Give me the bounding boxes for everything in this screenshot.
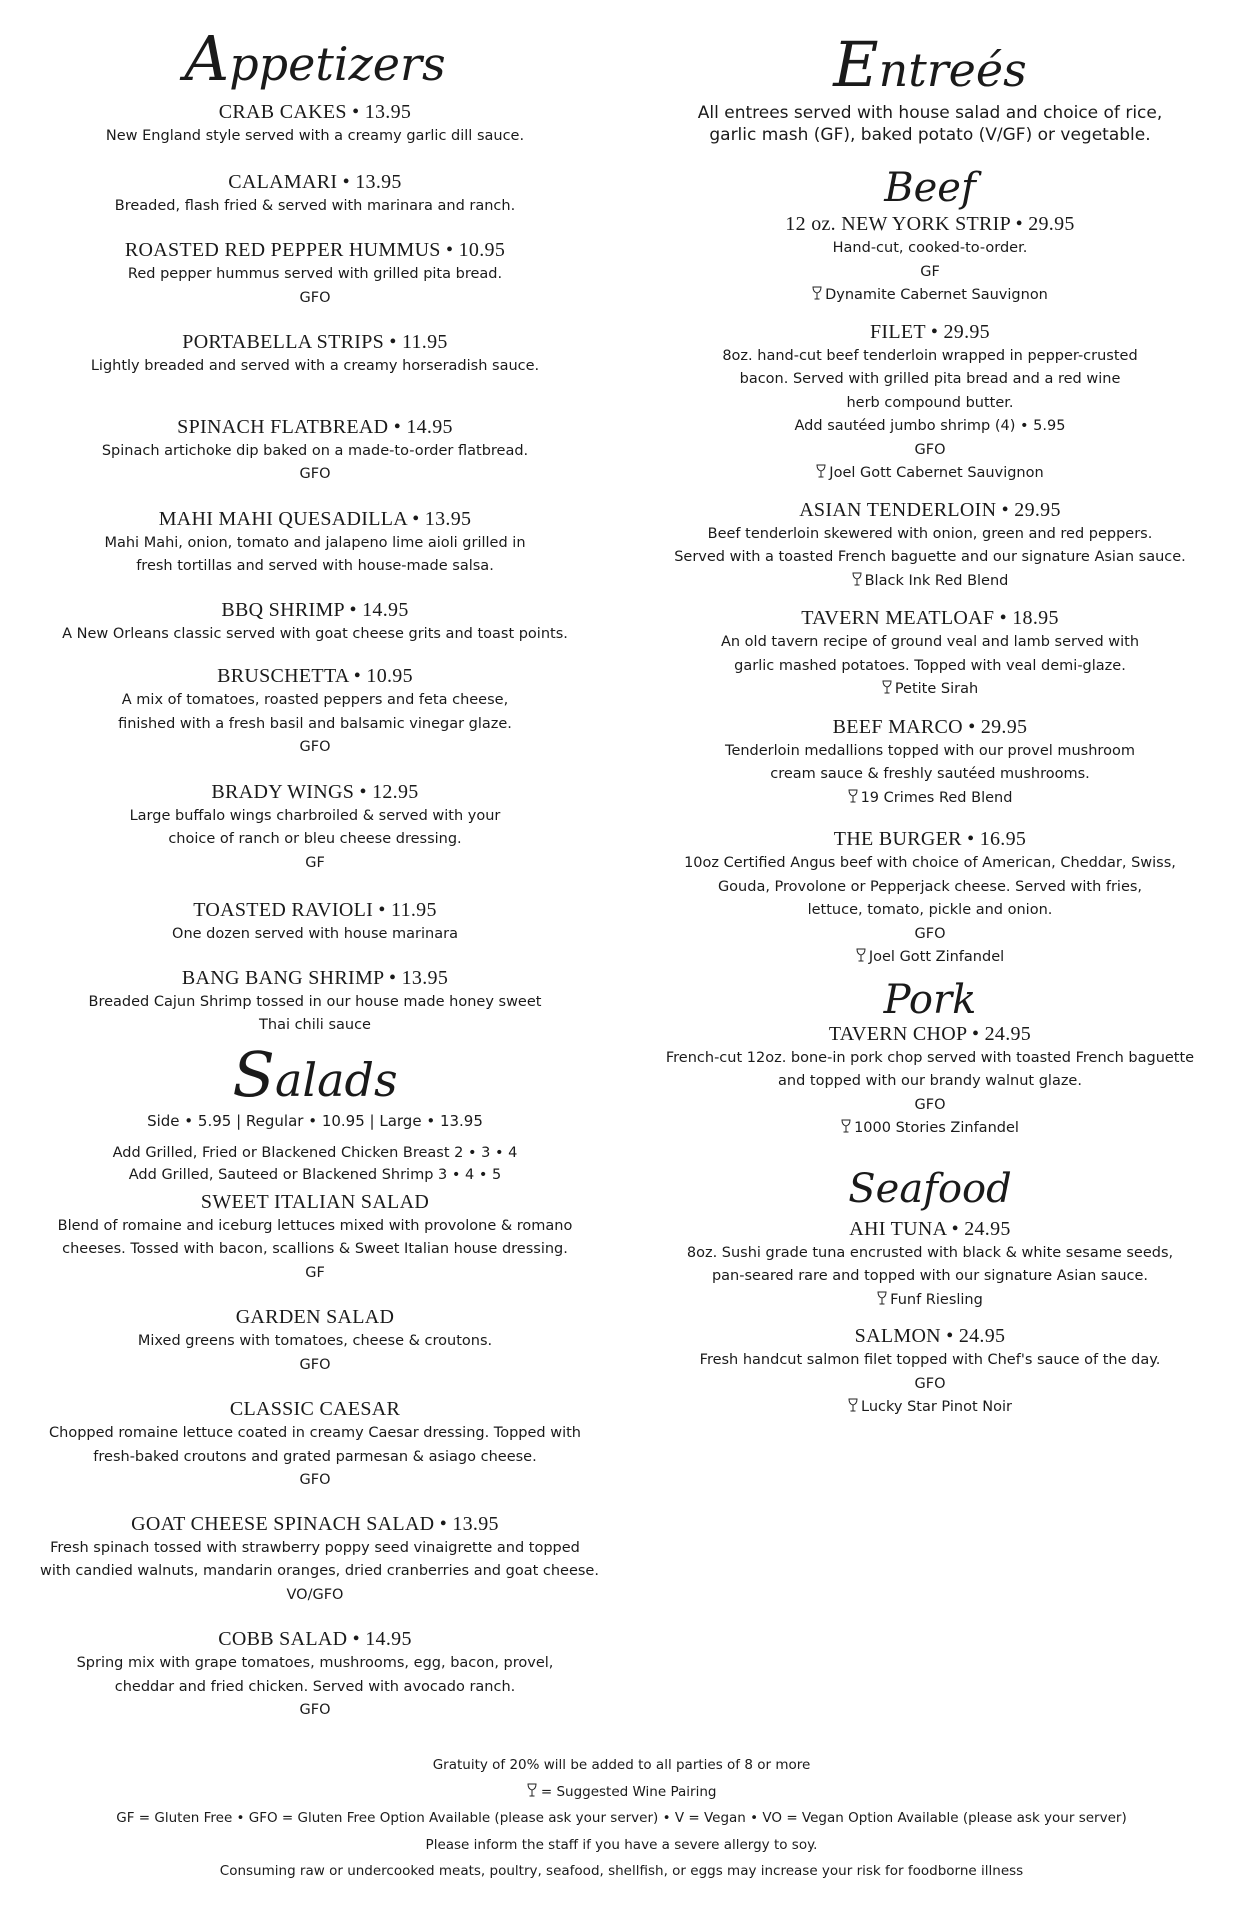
wine-pairing: 1000 Stories Zinfandel: [660, 1117, 1200, 1141]
menu-item-name: FILET • 29.95: [870, 320, 990, 343]
menu-item: [660, 1324, 1200, 1420]
menu-item-description: Mixed greens with tomatoes, cheese & croutons.: [137, 1333, 493, 1350]
menu-item-description: An old tavern recipe of ground veal and lamb served with garlic mashed potatoes. Topped with veal demi-glaze.: [720, 634, 1140, 674]
dietary-tag: GFO: [299, 1702, 331, 1719]
menu-item-name: BBQ SHRIMP • 14.95: [221, 598, 409, 621]
menu-item-description: Blend of romaine and iceburg lettuces mixed with provolone & romano cheeses. Tossed with bacon, scallions & Sweet Italian house dressing.: [57, 1217, 573, 1258]
menu-item-description: One dozen served with house marinara: [172, 926, 458, 943]
dietary-tag: GF: [920, 263, 940, 280]
dietary-tag: VO/GFO: [286, 1586, 344, 1603]
menu-item-name: GARDEN SALAD: [235, 1306, 395, 1329]
menu-item-name: CLASSIC CAESAR: [229, 1398, 401, 1421]
menu-item: [660, 320, 1200, 486]
salad-add-chicken: Add Grilled, Fried or Blackened Chicken Breast 2 • 3 • 4: [112, 1144, 518, 1161]
menu-item-description: Fresh spinach tossed with strawberry poppy seed vinaigrette and topped with candied walnuts, mandarin oranges, dried cranberries and goat cheese.: [40, 1539, 599, 1580]
menu-item: [40, 100, 590, 149]
dietary-tag: GFO: [914, 441, 946, 458]
menu-item-name: CRAB CAKES • 13.95: [218, 101, 412, 124]
wine-glass-icon: [852, 574, 862, 589]
menu-item-name: BEEF MARCO • 29.95: [832, 715, 1028, 738]
menu-item: [660, 606, 1200, 702]
wine-pairing: 19 Crimes Red Blend: [660, 787, 1200, 811]
beef-title: Beef: [884, 165, 976, 212]
menu-item-description: Spinach artichoke dip baked on a made-to-order flatbread.: [101, 442, 529, 459]
right-column: [660, 0, 1200, 1420]
menu-item: [40, 330, 590, 379]
menu-item: [40, 1512, 599, 1608]
pork-title: Pork: [883, 976, 977, 1023]
menu-item-name: BRUSCHETTA • 10.95: [217, 665, 413, 688]
menu-item: [40, 1305, 590, 1377]
menu-item: [40, 415, 590, 487]
dietary-tag: GFO: [299, 289, 331, 306]
dietary-tag: GFO: [914, 1375, 946, 1392]
menu-item: [40, 966, 590, 1038]
menu-item-description: New England style served with a creamy garlic dill sauce.: [105, 128, 525, 145]
salads-title: Salads: [232, 1037, 398, 1111]
gratuity-note: Gratuity of 20% will be added to all parties of 8 or more: [432, 1757, 811, 1773]
dietary-tag: GFO: [299, 1472, 331, 1489]
menu-item-description: Large buffalo wings charbroiled & served with your choice of ranch or bleu cheese dressing.: [129, 807, 501, 848]
menu-item-name: AHI TUNA • 24.95: [849, 1217, 1011, 1240]
menu-item: [40, 898, 590, 947]
wine-glass-icon: [527, 1784, 541, 1800]
menu-item-description: Fresh handcut salmon filet topped with Chef's sauce of the day.: [699, 1352, 1161, 1369]
menu-item-name: ASIAN TENDERLOIN • 29.95: [799, 498, 1061, 521]
allergy-note: Please inform the staff if you have a severe allergy to soy.: [425, 1836, 818, 1853]
entrees-title: Entreés: [833, 28, 1027, 101]
menu-item-name: THE BURGER • 16.95: [833, 828, 1027, 851]
entrees-intro: All entrees served with house salad and choice of rice, garlic mash (GF), baked potato (V/GF) or vegetable.: [697, 103, 1163, 146]
menu-item-name: TAVERN CHOP • 24.95: [828, 1022, 1032, 1045]
food-safety-warning: Consuming raw or undercooked meats, poultry, seafood, shellfish, or eggs may increase your risk for foodborne illness: [219, 1863, 1024, 1879]
menu-item-description: 10oz Certified Angus beef with choice of American, Cheddar, Swiss, Gouda, Provolone or Pepperjack cheese. Served with fries, lettuce, tomato, pickle and onion.: [684, 855, 1176, 919]
menu-item-name: SPINACH FLATBREAD • 14.95: [177, 415, 453, 438]
menu-item-name: PORTABELLA STRIPS • 11.95: [182, 331, 448, 354]
menu-item: [40, 170, 590, 219]
dietary-tag: GF: [305, 854, 325, 871]
wine-glass-icon: [848, 791, 858, 806]
menu-item: [660, 212, 1200, 308]
wine-pairing: Funf Riesling: [660, 1289, 1200, 1313]
menu-item: [40, 780, 590, 876]
seafood-title: Seafood: [848, 1165, 1012, 1212]
menu-item-name: BRADY WINGS • 12.95: [211, 780, 419, 803]
appetizers-title: Appetizers: [184, 22, 446, 95]
menu-item-description: Red pepper hummus served with grilled pita bread.: [127, 266, 503, 283]
wine-pairing: Lucky Star Pinot Noir: [660, 1396, 1200, 1420]
menu-item: [40, 598, 590, 647]
menu-item: [40, 1190, 590, 1286]
menu-item-name: TAVERN MEATLOAF • 18.95: [801, 607, 1059, 630]
pork-list: [660, 1022, 1200, 1141]
menu-item: [40, 507, 590, 579]
menu-item-description: Spring mix with grape tomatoes, mushrooms, egg, bacon, provel, cheddar and fried chicken. Served with avocado ranch.: [76, 1655, 554, 1695]
menu-item-name: SALMON • 24.95: [854, 1325, 1006, 1348]
wine-glass-icon: [816, 466, 826, 481]
menu-item-description: Lightly breaded and served with a creamy horseradish sauce.: [90, 358, 540, 375]
salad-add-shrimp: Add Grilled, Sauteed or Blackened Shrimp 3 • 4 • 5: [128, 1166, 502, 1183]
menu-item-description: 8oz. Sushi grade tuna encrusted with black & white sesame seeds, pan-seared rare and topped with our signature Asian sauce.: [686, 1244, 1174, 1285]
menu-item: [40, 1627, 590, 1723]
menu-item-description: 8oz. hand-cut beef tenderloin wrapped in pepper-crusted bacon. Served with grilled pita bread and a red wine herb compound butter. Add sautéed jumbo shrimp (4) • 5.95: [722, 347, 1138, 435]
appetizers-list: [40, 100, 590, 1038]
wine-glass-icon: [882, 682, 892, 697]
dietary-tag: GFO: [299, 466, 331, 483]
wine-glass-icon: [877, 1293, 887, 1308]
menu-item-description: A New Orleans classic served with goat cheese grits and toast points.: [62, 625, 568, 642]
wine-pairing: Dynamite Cabernet Sauvignon: [660, 284, 1200, 308]
left-column: [40, 0, 599, 1723]
menu-item-name: COBB SALAD • 14.95: [218, 1628, 412, 1651]
menu-item-description: French-cut 12oz. bone-in pork chop served with toasted French baguette and topped with our brandy walnut glaze.: [665, 1049, 1195, 1090]
menu-item: [660, 1217, 1200, 1313]
menu-item: [40, 1397, 590, 1493]
wine-pairing: Joel Gott Cabernet Sauvignon: [660, 462, 1200, 486]
dietary-legend: GF = Gluten Free • GFO = Gluten Free Option Available (please ask your server) • V = Vegan • VO = Vegan Option Available (please ask your server): [116, 1810, 1127, 1826]
menu-item-name: CALAMARI • 13.95: [228, 170, 402, 193]
wine-pairing: Petite Sirah: [660, 678, 1200, 702]
menu-item-description: Mahi Mahi, onion, tomato and jalapeno lime aioli grilled in fresh tortillas and served with house-made salsa.: [104, 534, 526, 575]
dietary-tag: GF: [305, 1264, 325, 1281]
menu-item-description: Chopped romaine lettuce coated in creamy Caesar dressing. Topped with fresh-baked croutons and grated parmesan & asiago cheese.: [49, 1425, 581, 1465]
wine-glass-icon: [812, 288, 822, 303]
menu-item: [660, 498, 1200, 594]
salad-size-pricing: Side • 5.95 | Regular • 10.95 | Large • 13.95: [147, 1111, 483, 1130]
menu-item: [40, 238, 590, 310]
menu-item-description: Tenderloin medallions topped with our provel mushroom cream sauce & freshly sautéed mushrooms.: [725, 742, 1135, 783]
menu-item-name: GOAT CHEESE SPINACH SALAD • 13.95: [131, 1512, 499, 1535]
menu-item-description: Breaded Cajun Shrimp tossed in our house made honey sweet Thai chili sauce: [88, 993, 542, 1034]
menu-item: [660, 715, 1200, 811]
menu-item-name: SWEET ITALIAN SALAD: [200, 1190, 430, 1213]
dietary-tag: GFO: [299, 739, 331, 756]
menu-footer: [0, 1752, 1243, 1885]
wine-key: = Suggested Wine Pairing: [0, 1779, 1243, 1806]
menu-item-name: TOASTED RAVIOLI • 11.95: [193, 899, 437, 922]
seafood-list: [660, 1217, 1200, 1420]
wine-glass-icon: [841, 1121, 851, 1136]
menu-item: [660, 1022, 1200, 1141]
menu-item-name: 12 oz. NEW YORK STRIP • 29.95: [785, 213, 1075, 236]
menu-item: [40, 664, 590, 760]
dietary-tag: GFO: [914, 925, 946, 942]
wine-pairing: Joel Gott Zinfandel: [660, 946, 1200, 970]
menu-item-description: Hand-cut, cooked-to-order.: [832, 240, 1028, 257]
menu-item-name: MAHI MAHI QUESADILLA • 13.95: [158, 507, 472, 530]
salads-list: [40, 1190, 599, 1723]
menu-item-description: Beef tenderloin skewered with onion, green and red peppers. Served with a toasted French baguette and our signature Asian sauce.: [674, 525, 1186, 566]
wine-pairing: Black Ink Red Blend: [660, 570, 1200, 594]
dietary-tag: GFO: [299, 1356, 331, 1373]
dietary-tag: GFO: [914, 1096, 946, 1113]
menu-item-name: BANG BANG SHRIMP • 13.95: [181, 966, 449, 989]
beef-list: [660, 212, 1200, 970]
menu-item-description: Breaded, flash fried & served with marinara and ranch.: [114, 197, 516, 214]
menu-item-description: A mix of tomatoes, roasted peppers and feta cheese, finished with a fresh basil and balsamic vinegar glaze.: [118, 692, 512, 732]
menu-item-name: ROASTED RED PEPPER HUMMUS • 10.95: [124, 239, 506, 262]
wine-glass-icon: [848, 1400, 858, 1415]
wine-glass-icon: [856, 950, 866, 965]
menu-item: [660, 827, 1200, 970]
